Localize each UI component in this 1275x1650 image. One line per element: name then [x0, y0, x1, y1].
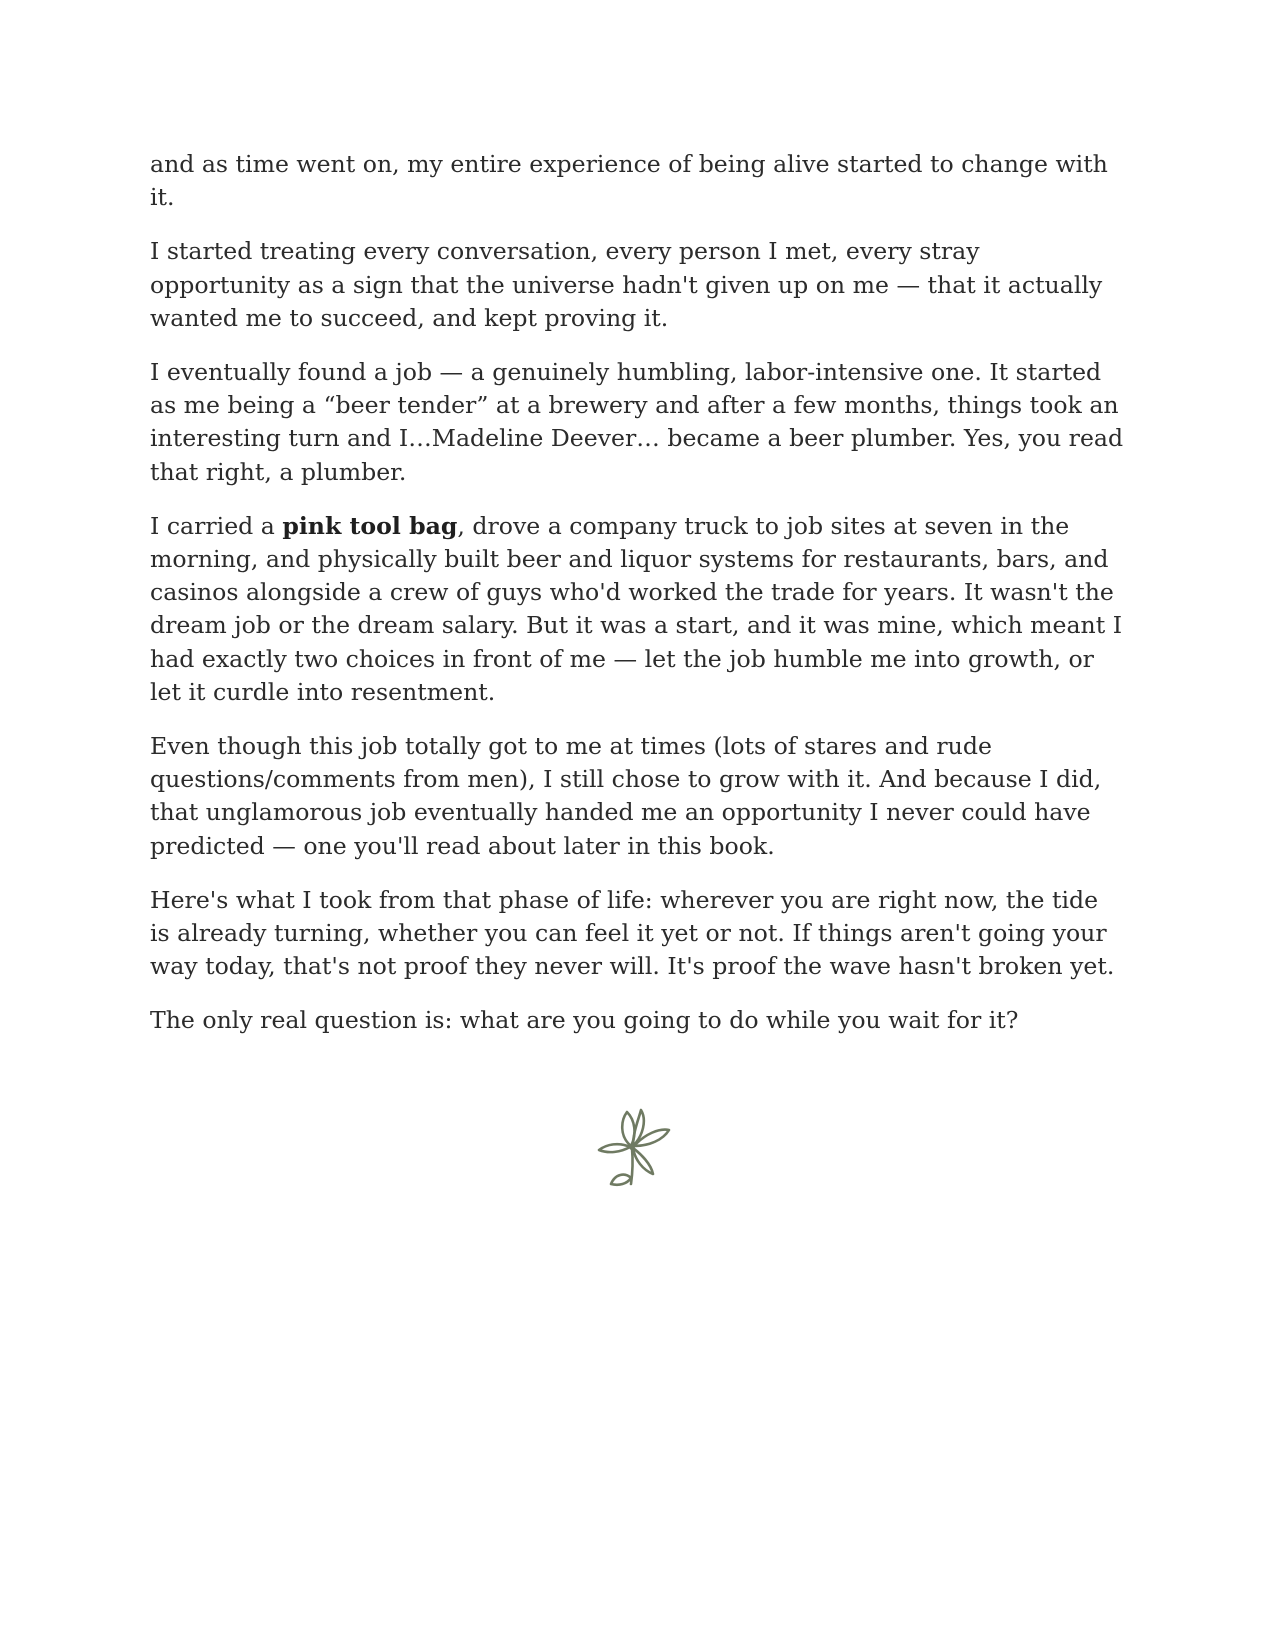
paragraph-4	[150, 510, 1125, 709]
paragraph-4-start: I carried a	[150, 511, 283, 540]
emphasis-pink-tool-bag: pink tool bag	[282, 511, 458, 540]
flower-icon	[597, 1106, 673, 1188]
paragraph-6: Here's what I took from that phase of life: wherever you are right now, the tide is already turning, whether you can feel it yet or not. If things aren't going your way today, that's not proof they never will. It's proof the wave hasn't broken yet.	[150, 885, 1115, 981]
paragraph-4-rest: , drove a company truck to job sites at seven in the morning, and physically built beer and liquor systems for restaurants, bars, and casinos alongside a crew of guys who'd worked the trade for years. It wasn't the dream job or the dream salary. But it was a start, and it was mine, which meant I had exactly two choices in front of me — let the job humble me into growth, or let it curdle into resentment.	[150, 511, 1123, 706]
paragraph-2: I started treating every conversation, every person I met, every stray opportunity as a sign that the universe hadn't given up on me — that it actually wanted me to succeed, and kept proving it.	[150, 237, 1103, 332]
paragraph-1: and as time went on, my entire experience of being alive started to change with it.	[150, 150, 1108, 212]
paragraph-5: Even though this job totally got to me at times (lots of stares and rude questions/comments from men), I still chose to grow with it. And because I did, that unglamorous job eventually handed me an opportunity I never could have predicted — one you'll read about later in this book.	[150, 732, 1102, 860]
body-text	[150, 148, 1125, 1059]
paragraph-7: The only real question is: what are you going to do while you wait for it?	[150, 1006, 1019, 1035]
paragraph-3: I eventually found a job — a genuinely humbling, labor-intensive one. It started as me being a “beer tender” at a brewery and after a few months, things took an interesting turn and I…Madeline Deever… became a beer plumber. Yes, you read that right, a plumber.	[150, 358, 1124, 486]
